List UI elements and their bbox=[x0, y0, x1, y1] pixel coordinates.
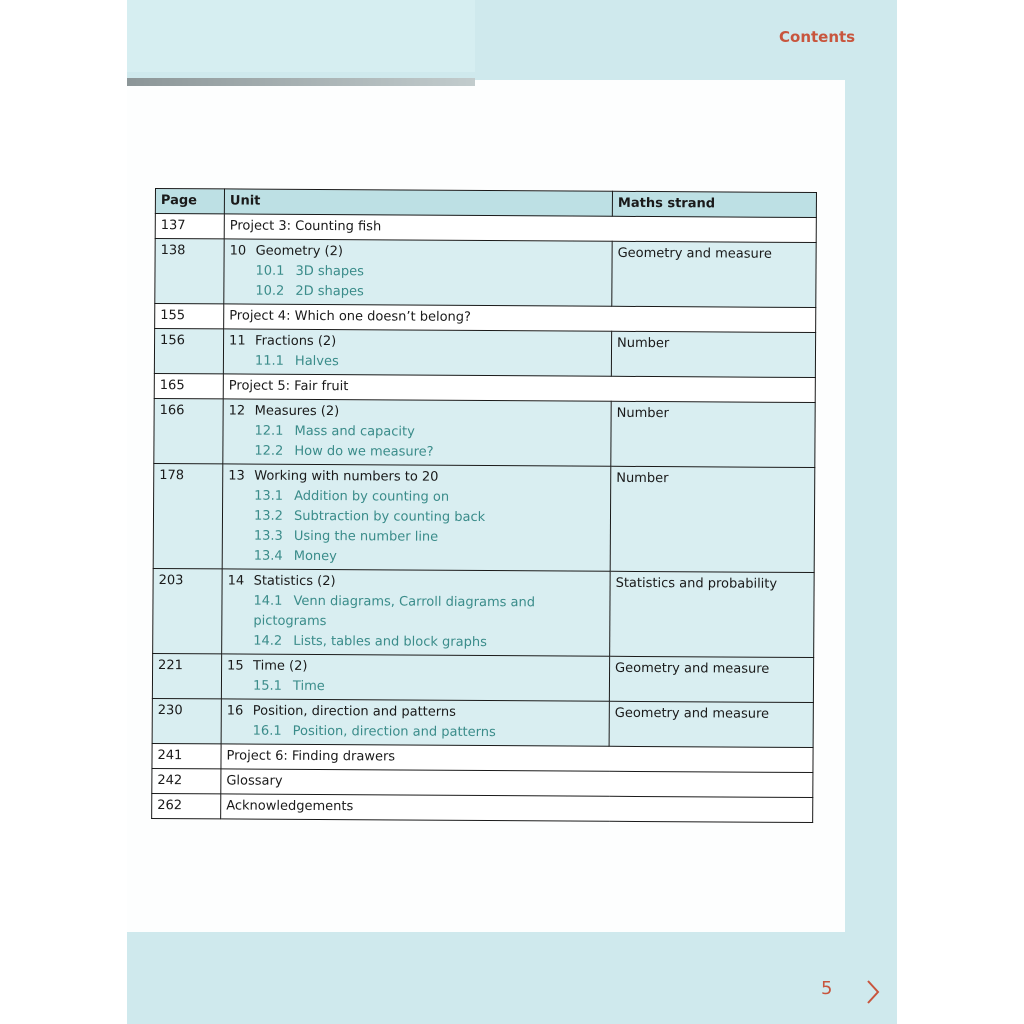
subunit-title: How do we measure? bbox=[294, 443, 434, 460]
subunit-number: 10.1 bbox=[255, 263, 285, 279]
subunit-title: Mass and capacity bbox=[294, 423, 415, 440]
subunit-title: Using the number line bbox=[293, 528, 439, 545]
unit-cell bbox=[222, 464, 611, 571]
maths-strand-cell: Geometry and measure bbox=[612, 241, 816, 307]
subunit-item bbox=[228, 546, 605, 568]
maths-strand-cell: Statistics and probability bbox=[610, 571, 815, 657]
contents-table bbox=[151, 188, 817, 823]
header-maths-strand: Maths strand bbox=[612, 191, 816, 217]
subunit-item bbox=[229, 261, 606, 283]
unit-cell bbox=[224, 239, 612, 306]
subunit-title: Subtraction by counting back bbox=[293, 508, 486, 526]
subunit-number: 14.2 bbox=[253, 633, 283, 649]
scan-shadow-strip bbox=[127, 78, 475, 86]
unit-number: 16 bbox=[226, 703, 244, 719]
unit-title: Working with numbers to 20 bbox=[254, 468, 439, 485]
subunit-item bbox=[228, 506, 605, 528]
unit-number: 12 bbox=[228, 403, 246, 419]
unit-title: Measures (2) bbox=[254, 403, 340, 420]
subunit-title: 2D shapes bbox=[295, 283, 364, 300]
table-row bbox=[153, 568, 815, 657]
unit-heading bbox=[227, 701, 604, 723]
subunit-number: 12.2 bbox=[254, 443, 284, 459]
subunit-number: 13.2 bbox=[253, 508, 283, 524]
project-title-cell: Project 3: Counting fish bbox=[224, 214, 816, 243]
unit-title: Geometry (2) bbox=[255, 243, 344, 260]
subunit-item bbox=[227, 631, 604, 653]
page-cell: 137 bbox=[155, 214, 224, 239]
subunit-item bbox=[228, 526, 605, 548]
page-cell: 262 bbox=[152, 793, 221, 818]
unit-heading bbox=[229, 331, 606, 353]
subunit-number: 11.1 bbox=[254, 353, 284, 369]
subunit-item bbox=[228, 441, 605, 463]
subunit-title: Time bbox=[292, 678, 325, 695]
chevron-right-icon[interactable] bbox=[864, 978, 882, 1006]
unit-heading bbox=[227, 656, 604, 678]
table-row bbox=[155, 239, 816, 308]
subunit-title: Venn diagrams, Carroll diagrams and pictograms bbox=[253, 593, 536, 630]
project-title-cell: Acknowledgements bbox=[221, 794, 813, 823]
contents-table-wrapper bbox=[151, 188, 817, 823]
page-cell: 156 bbox=[154, 329, 223, 374]
page-cell: 230 bbox=[152, 698, 221, 743]
subunit-item bbox=[229, 351, 606, 373]
header-unit: Unit bbox=[224, 189, 612, 216]
page-cell: 203 bbox=[153, 568, 223, 653]
unit-number: 10 bbox=[229, 243, 247, 259]
page-cell: 241 bbox=[152, 743, 221, 768]
unit-cell bbox=[223, 399, 611, 466]
subunit-title: Addition by counting on bbox=[294, 488, 450, 505]
unit-number: 11 bbox=[229, 333, 246, 349]
page-cell: 178 bbox=[153, 463, 223, 568]
maths-strand-cell: Number bbox=[611, 401, 815, 467]
subunit-title: Money bbox=[293, 548, 337, 565]
project-title-cell: Project 4: Which one doesn’t belong? bbox=[224, 304, 816, 333]
subunit-number: 10.2 bbox=[255, 283, 285, 299]
unit-heading bbox=[230, 241, 607, 263]
table-body bbox=[152, 214, 817, 823]
unit-heading bbox=[228, 571, 605, 593]
project-title-cell: Project 6: Finding drawers bbox=[221, 744, 813, 773]
subunit-number: 13.1 bbox=[254, 488, 284, 504]
page-number: 5 bbox=[821, 978, 833, 999]
unit-cell bbox=[221, 654, 609, 701]
table-row bbox=[154, 329, 815, 378]
subunit-item bbox=[229, 281, 606, 303]
maths-strand-cell: Number bbox=[610, 466, 815, 572]
subunit-item bbox=[227, 721, 604, 743]
unit-heading bbox=[229, 401, 606, 423]
unit-number: 13 bbox=[228, 468, 245, 484]
maths-strand-cell: Number bbox=[611, 331, 815, 377]
subunit-item bbox=[228, 421, 605, 443]
page-cell: 138 bbox=[155, 239, 224, 304]
unit-cell bbox=[222, 569, 611, 656]
maths-strand-cell: Geometry and measure bbox=[609, 656, 813, 702]
page-cell: 165 bbox=[154, 373, 223, 398]
table-row bbox=[154, 398, 815, 467]
header-page: Page bbox=[155, 189, 224, 214]
subunit-title: 3D shapes bbox=[295, 263, 364, 280]
subunit-item bbox=[227, 676, 604, 698]
unit-cell bbox=[223, 329, 611, 376]
project-title-cell: Project 5: Fair fruit bbox=[223, 374, 815, 403]
subunit-number: 13.3 bbox=[253, 528, 283, 544]
subunit-number: 12.1 bbox=[254, 423, 284, 439]
page-cell: 221 bbox=[152, 653, 221, 698]
unit-number: 15 bbox=[227, 658, 244, 674]
subunit-item bbox=[228, 486, 605, 508]
unit-title: Statistics (2) bbox=[253, 573, 336, 590]
subunit-number: 15.1 bbox=[252, 678, 282, 694]
subunit-item bbox=[227, 591, 604, 633]
maths-strand-cell: Geometry and measure bbox=[609, 701, 813, 747]
subunit-number: 14.1 bbox=[253, 593, 283, 609]
subunit-number: 13.4 bbox=[253, 548, 283, 564]
subunit-number: 16.1 bbox=[252, 723, 282, 739]
table-row bbox=[152, 793, 813, 822]
unit-title: Fractions (2) bbox=[255, 333, 337, 350]
unit-heading bbox=[228, 466, 605, 488]
subunit-title: Lists, tables and block graphs bbox=[293, 633, 487, 651]
unit-cell bbox=[221, 699, 609, 746]
page-cell: 155 bbox=[155, 304, 224, 329]
table-row bbox=[152, 698, 813, 747]
page-cell: 166 bbox=[154, 398, 223, 463]
unit-number: 14 bbox=[227, 573, 245, 589]
project-title-cell: Glossary bbox=[221, 769, 813, 798]
subunit-title: Position, direction and patterns bbox=[292, 723, 496, 741]
page-cell: 242 bbox=[152, 768, 221, 793]
top-band bbox=[127, 0, 475, 72]
contents-heading: Contents bbox=[779, 28, 856, 46]
table-row bbox=[153, 463, 815, 572]
unit-title: Position, direction and patterns bbox=[252, 703, 456, 720]
table-row bbox=[152, 653, 813, 702]
subunit-title: Halves bbox=[294, 353, 339, 370]
unit-title: Time (2) bbox=[253, 658, 308, 674]
